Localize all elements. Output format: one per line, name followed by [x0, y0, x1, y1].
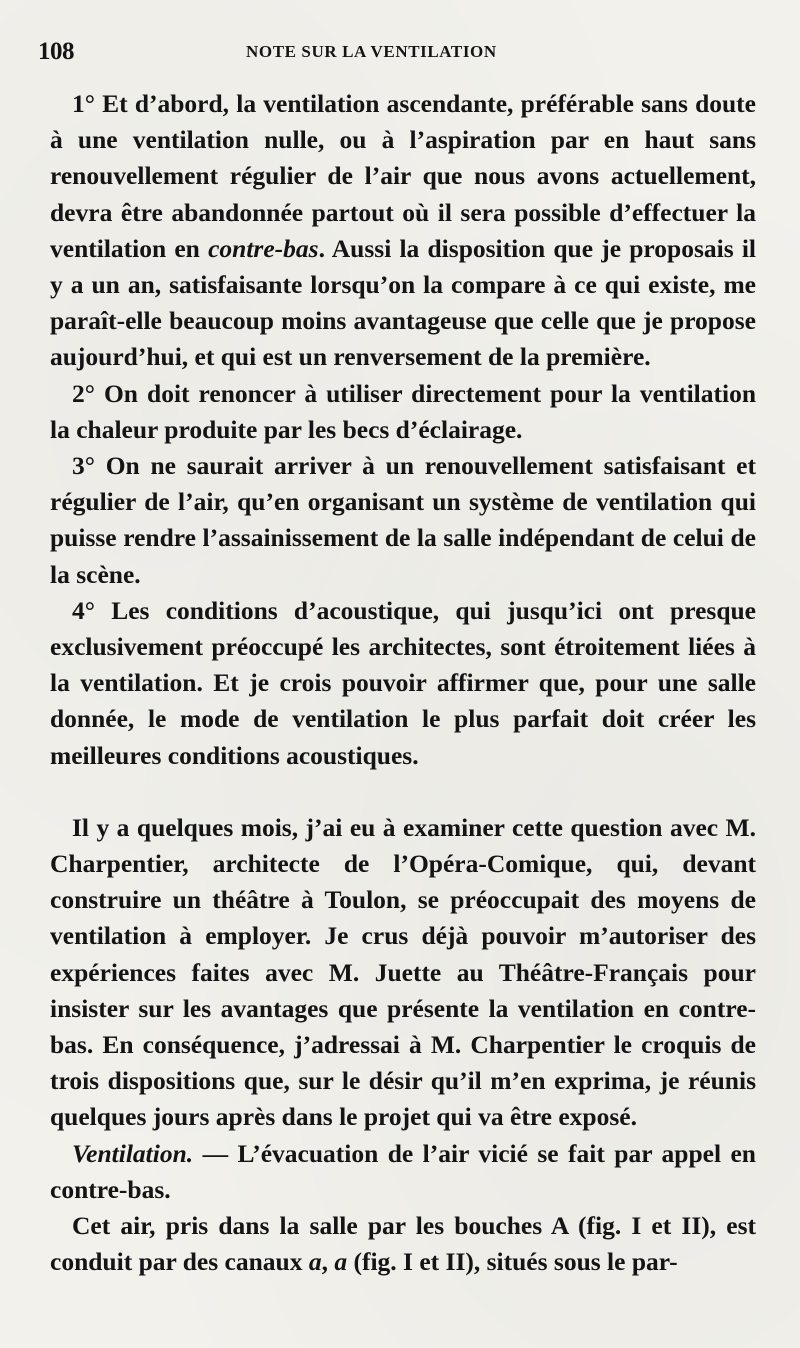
paragraph-text: Cet air, pris dans la salle par les bouches A (fig. I et II), est conduit par des canaux — [50, 1211, 756, 1277]
body-text — [50, 86, 756, 1281]
page-number: 108 — [38, 38, 74, 65]
page-header — [38, 38, 758, 68]
italic-term: a — [334, 1247, 348, 1277]
section-label: Ventilation. — [72, 1138, 194, 1168]
paragraph-ventilation — [50, 1136, 756, 1208]
paragraph-point-2: 2° On doit renoncer à utiliser directement pour la ventilation la chaleur produite par les becs d’éclairage. — [50, 378, 756, 444]
paragraph-text: (fig. I et II), situés sous le par- — [347, 1247, 678, 1277]
italic-term: contre-bas — [208, 233, 319, 263]
running-title: NOTE SUR LA VENTILATION — [246, 42, 497, 61]
paragraph-point-3: 3° On ne saurait arriver à un renouvellement satisfaisant et régulier de l’air, qu’en organisant un système de ventilation qui puisse rendre l’assainissement de la salle indépendant de celui de la scène. — [50, 451, 756, 589]
paragraph-text: — L’évacuation de l’air vicié se fait par appel en contre-bas. — [50, 1138, 756, 1204]
paragraph-charpentier: Il y a quelques mois, j’ai eu à examiner cette question avec M. Charpentier, architecte de l’Opéra-Comique, qui, devant construire un théâtre à Toulon, se préoccupait des moyens de ventilation à employer. Je crus déjà pouvoir m’autoriser des expériences faites avec M. Juette au Théâtre-Français pour insister sur les avantages que présente la ventilation en contre-bas. En conséquence, j’adressai à M. Charpentier le croquis de trois dispositions que, sur le désir qu’il m’en exprima, je réunis quelques jours après dans le projet qui va être exposé. — [50, 812, 756, 1132]
paragraph-point-1 — [50, 86, 756, 376]
paragraph-text: 1° Et d’abord, la ventilation ascendante, préférable sans doute à une ventilation nulle, ou à l’aspiration par en haut sans renouvellement régulier de l’air que nous avons actuellement, devra être abandonnée partout où il sera possible d’effectuer la ventilation en — [50, 89, 756, 263]
italic-term: a — [308, 1247, 322, 1277]
paragraph-air-path — [50, 1208, 756, 1280]
paragraph-text: , — [321, 1247, 335, 1277]
paragraph-point-4: 4° Les conditions d’acoustique, qui jusqu’ici ont presque exclusivement préoccupé les architectes, sont étroitement liées à la ventilation. Et je crois pouvoir affirmer que, pour une salle donnée, le mode de ventilation le plus parfait doit créer les meilleures conditions acoustiques. — [50, 595, 756, 770]
paragraph-text: . Aussi la disposition que je proposais il y a un an, satisfaisante lorsqu’on la compare à ce qui existe, me paraît-elle beaucoup moins avantageuse que celle que je propose aujourd’hui, et qui est un renversement de la première. — [50, 233, 756, 372]
